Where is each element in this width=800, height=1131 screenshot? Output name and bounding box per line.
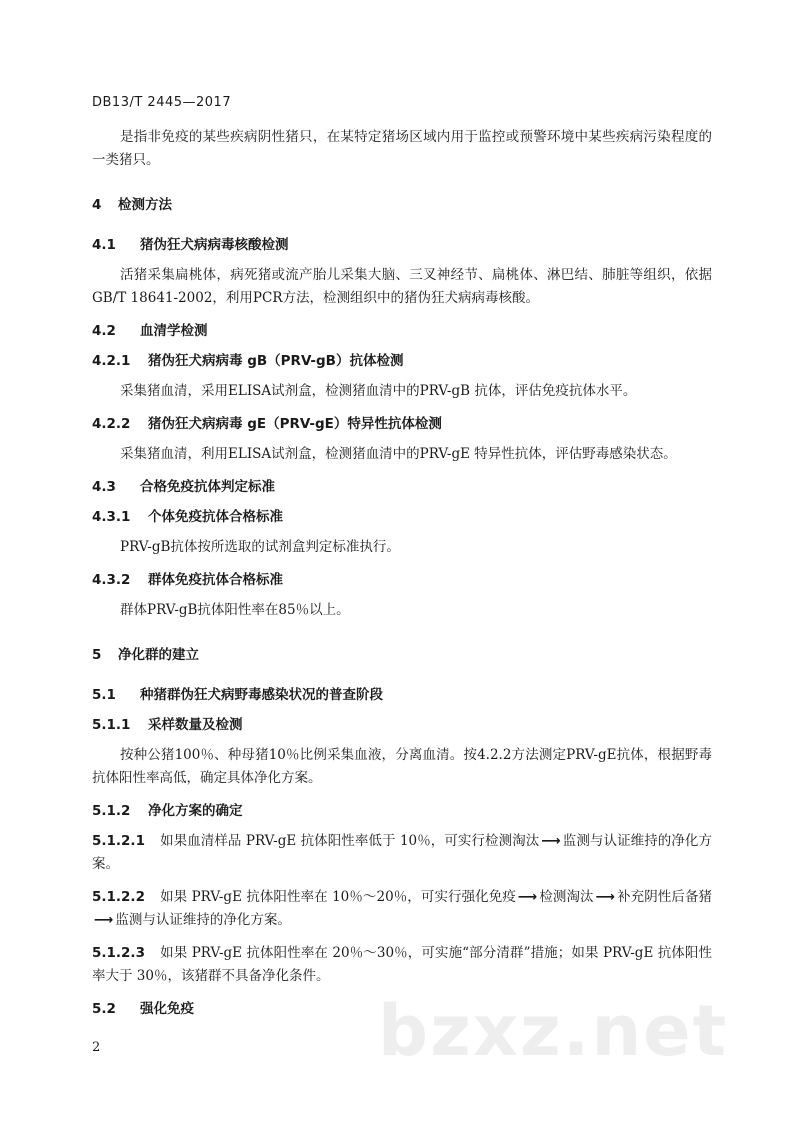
- watermark: bzxz.net: [378, 990, 729, 1072]
- paragraph-4-3-2: 群体PRV-gB抗体阳性率在85％以上。: [120, 602, 350, 618]
- heading-title: 净化方案的确定: [148, 803, 243, 819]
- paragraph-4-1: 活猪采集扁桃体，病死猪或流产胎儿采集大脑、三叉神经节、扁桃体、淋巴结、肺脏等组织，依据 GB/T 18641-2002，利用PCR方法，检测组织中的猪伪狂犬病病毒核酸。: [92, 267, 712, 306]
- heading-number: 4.3: [92, 479, 116, 495]
- heading-title: 群体免疫抗体合格标准: [148, 572, 283, 588]
- paragraph-5-1-1: 按种公猪100％、种母猪10％比例采集血液，分离血清。按4.2.2方法测定PRV-gE抗体，根据野毒抗体阳性率高低，确定具体净化方案。: [92, 747, 712, 786]
- heading-5: [92, 644, 712, 666]
- heading-number: 5.1.2: [92, 803, 131, 819]
- heading-5-1: [92, 684, 712, 706]
- intro-paragraph: 是指非免疫的某些疾病阴性猪只，在某特定猪场区域内用于监控或预警环境中某些疾病污染程度的一类猪只。: [92, 129, 712, 168]
- heading-title: 强化免疫: [140, 1001, 194, 1017]
- page-number: 2: [92, 1040, 101, 1055]
- heading-5-1-2: [92, 800, 712, 822]
- heading-title: 检测方法: [118, 197, 172, 213]
- heading-title: 猪伪狂犬病病毒 gB（PRV-gB）抗体检测: [148, 353, 404, 369]
- arrow-icon: ⟶: [541, 833, 561, 849]
- heading-4-3-1: [92, 506, 712, 528]
- item-text: 检测淘汰: [539, 889, 594, 905]
- heading-title: 净化群的建立: [118, 647, 199, 663]
- heading-4-3: [92, 476, 712, 498]
- item-5-1-2-1: [92, 830, 712, 876]
- heading-number: 5.2: [92, 1001, 116, 1017]
- paragraph-4-3-1: PRV-gB抗体按所选取的试剂盒判定标准执行。: [120, 539, 400, 555]
- heading-title: 猪伪狂犬病病毒 gE（PRV-gE）特异性抗体检测: [148, 416, 442, 432]
- item-text: 监测与认证维持的净化方案。: [115, 912, 291, 928]
- item-5-1-2-3: [92, 942, 712, 988]
- heading-title: 采样数量及检测: [148, 717, 243, 733]
- item-text: 如果 PRV-gE 抗体阳性率在 10％～20％，可实行强化免疫: [160, 889, 516, 905]
- heading-4-3-2: [92, 569, 712, 591]
- heading-number: 4.1: [92, 237, 116, 253]
- heading-4-1: [92, 234, 712, 256]
- item-number: 5.1.2.1: [92, 833, 145, 849]
- heading-title: 猪伪狂犬病病毒核酸检测: [140, 237, 289, 253]
- heading-title: 个体免疫抗体合格标准: [148, 509, 283, 525]
- heading-4-2: [92, 320, 712, 342]
- item-text: 补充阴性后备猪: [617, 889, 713, 905]
- heading-number: 4: [92, 197, 102, 213]
- item-text: 如果 PRV-gE 抗体阳性率在 20％～30％，可实施“部分清群”措施；如果 PRV-gE 抗体阳性率大于 30％，该猪群不具备净化条件。: [92, 945, 712, 984]
- heading-4-2-1: [92, 350, 712, 372]
- heading-title: 合格免疫抗体判定标准: [140, 479, 275, 495]
- paragraph-4-2-1: 采集猪血清，采用ELISA试剂盒，检测猪血清中的PRV-gB 抗体，评估免疫抗体水平。: [120, 383, 637, 399]
- heading-number: 4.3.1: [92, 509, 131, 525]
- item-number: 5.1.2.2: [92, 889, 145, 905]
- heading-number: 5.1.1: [92, 717, 131, 733]
- heading-title: 血清学检测: [140, 323, 208, 339]
- heading-number: 4.2.1: [92, 353, 131, 369]
- item-text: 如果血清样品 PRV-gE 抗体阳性率低于 10％，可实行检测淘汰: [160, 833, 540, 849]
- arrow-icon: ⟶: [94, 912, 114, 928]
- arrow-icon: ⟶: [517, 889, 538, 905]
- item-5-1-2-2: [92, 886, 712, 932]
- item-text: 监测与认证维持的净化方案。: [92, 833, 712, 872]
- heading-number: 5.1: [92, 687, 116, 703]
- heading-4: [92, 194, 712, 216]
- heading-number: 5: [92, 647, 102, 663]
- heading-title: 种猪群伪狂犬病野毒感染状况的普查阶段: [140, 687, 383, 703]
- heading-5-1-1: [92, 714, 712, 736]
- heading-number: 4.3.2: [92, 572, 131, 588]
- paragraph-4-2-2: 采集猪血清，利用ELISA试剂盒，检测猪血清中的PRV-gE 特异性抗体，评估野毒感染状态。: [120, 446, 677, 462]
- arrow-icon: ⟶: [595, 889, 615, 905]
- heading-number: 4.2: [92, 323, 116, 339]
- document-body: [92, 126, 712, 1028]
- heading-number: 4.2.2: [92, 416, 131, 432]
- heading-4-2-2: [92, 413, 712, 435]
- document-code: DB13/T 2445—2017: [92, 95, 232, 110]
- item-number: 5.1.2.3: [92, 945, 145, 961]
